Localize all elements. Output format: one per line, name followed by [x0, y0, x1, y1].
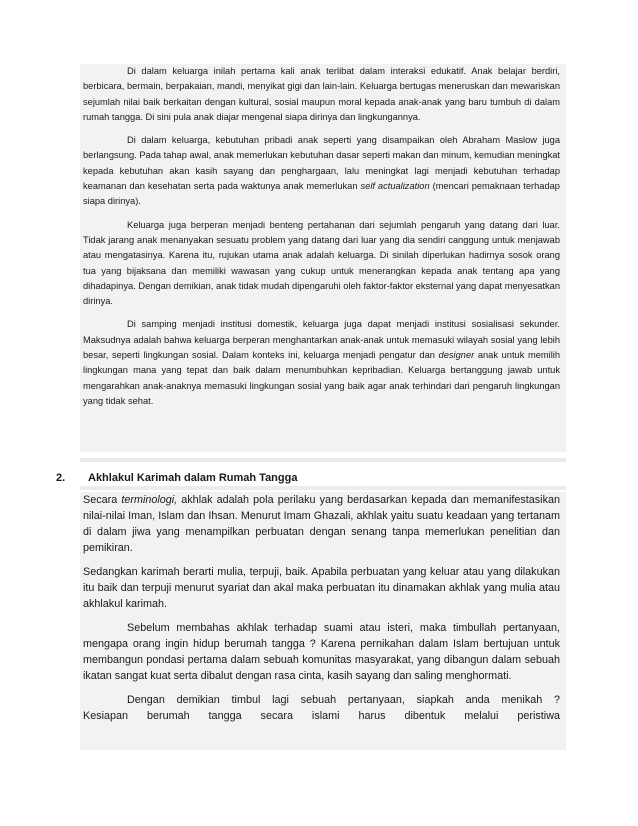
- text: (mencari pemaknaan terhadap siapa dirinya).: [83, 181, 560, 207]
- paragraph: Sebelum membahas akhlak terhadap suami atau isteri, maka timbullah pertanyaan, mengapa orang ingin hidup berumah tangga ? Karena pernikahan dalam Islam bertujuan untuk membangun pondasi pertama dalam sebuah komunitas masyarakat, yang dibangun dalam sebuah ikatan sangat kuat serta dibalut dengan rasa cinta, kasih sayang dan saling menghormati.: [83, 622, 560, 682]
- section-title: Akhlakul Karimah dalam Rumah Tangga: [88, 472, 298, 484]
- divider: [80, 458, 566, 462]
- text: anak untuk memilih lingkungan mana yang tepat dan baik dalam menumbuhkan kepribadian. Keluarga bertanggung jawab untuk mengarahkan anak-anaknya memasuki lingkungan sosial yang baik agar anak terhindari dari pengaruh lingkungan yang tidak sehat.: [83, 350, 560, 406]
- paragraph: Di dalam keluarga inilah pertama kali anak terlibat dalam interaksi edukatif. Anak belajar berdiri, berbicara, bermain, berpakaian, mandi, menyikat gigi dan lain-lain. Keluarga bertugas meneruskan dan mewariskan sejumlah nilai baik berkaitan dengan kultural, sosial maupun moral kepada anak-anak yang baru tumbuh di dalam rumah tangga. Di sini pula anak diajar mengenal siapa dirinya dan lingkungannya.: [83, 66, 560, 122]
- paragraph: [83, 492, 560, 556]
- text: Secara: [83, 494, 118, 506]
- text: Di samping menjadi institusi domestik, keluarga juga dapat menjadi institusi sosialisasi sekunder. Maksudnya adalah bahwa keluarga berperan menghantarkan anak-anak untuk memasuki wilayah sosial yang lebih besar, seperti lingkungan sosial. Dalam konteks ini, keluarga menjadi pengatur dan: [83, 319, 560, 361]
- italic-term: self actualization: [360, 181, 430, 192]
- text: Di dalam keluarga, kebutuhan pribadi anak seperti yang disampaikan oleh Abraham Maslow juga berlangsung. Pada tahap awal, anak memerlukan kebutuhan dasar seperti makan dan minum, kemudian meningkat kepada kebutuhan akan kasih sayang dan penghargaan, lalu meningkat lagi menjadi kebutuhan terhadap keamanan dan kesehatan serta pada waktunya anak memerlukan: [83, 135, 561, 192]
- section-heading: [56, 472, 576, 484]
- paragraph: [83, 692, 560, 724]
- text-line: Kesiapan berumah tangga secara islami harus dibentuk melalui peristiwa: [83, 710, 560, 722]
- divider: [80, 486, 566, 490]
- paragraph: Sedangkan karimah berarti mulia, terpuji, baik. Apabila perbuatan yang keluar atau yang dilakukan itu baik dan terpuji menurut syariat dan akal maka perbuatan itu dinamakan akhlak yang mulia atau akhlakul karimah.: [83, 566, 560, 610]
- text-line: Dengan demikian timbul lagi sebuah pertanyaan, siapkah anda menikah ?: [127, 694, 560, 706]
- paragraph: [83, 133, 560, 209]
- section-number: 2.: [56, 472, 66, 484]
- section-1-block: [80, 64, 566, 452]
- section-2-block: [80, 492, 566, 750]
- paragraph: Keluarga juga berperan menjadi benteng pertahanan dari sejumlah pengaruh yang datang dari luar. Tidak jarang anak menanyakan sesuatu problem yang datang dari luar yang dia sendiri canggung untuk menjawab atau mengatasinya. Karena itu, rujukan utama anak adalah keluarga. Di sinilah diperlukan hadirnya sosok orang tua yang bijaksana dan memiliki wawasan yang cukup untuk menerangkan kepada anak tentang apa yang dihadapinya. Dengan demikian, anak tidak mudah dipengaruhi oleh faktor-faktor eksternal yang dapat menyesatkan dirinya.: [83, 219, 560, 307]
- text: akhlak adalah pola perilaku yang berdasarkan kepada dan memanifestasikan nilai-nilai Iman, Islam dan Ihsan. Menurut Imam Ghazali, akhlak yaitu suatu keadaan yang tertanam di dalam jiwa yang menampilkan perbuatan dengan senang tanpa memerlukan penelitian dan pemikiran.: [83, 494, 560, 554]
- italic-term: designer: [438, 350, 475, 361]
- italic-term: terminologi,: [121, 494, 178, 506]
- paragraph: [83, 317, 560, 409]
